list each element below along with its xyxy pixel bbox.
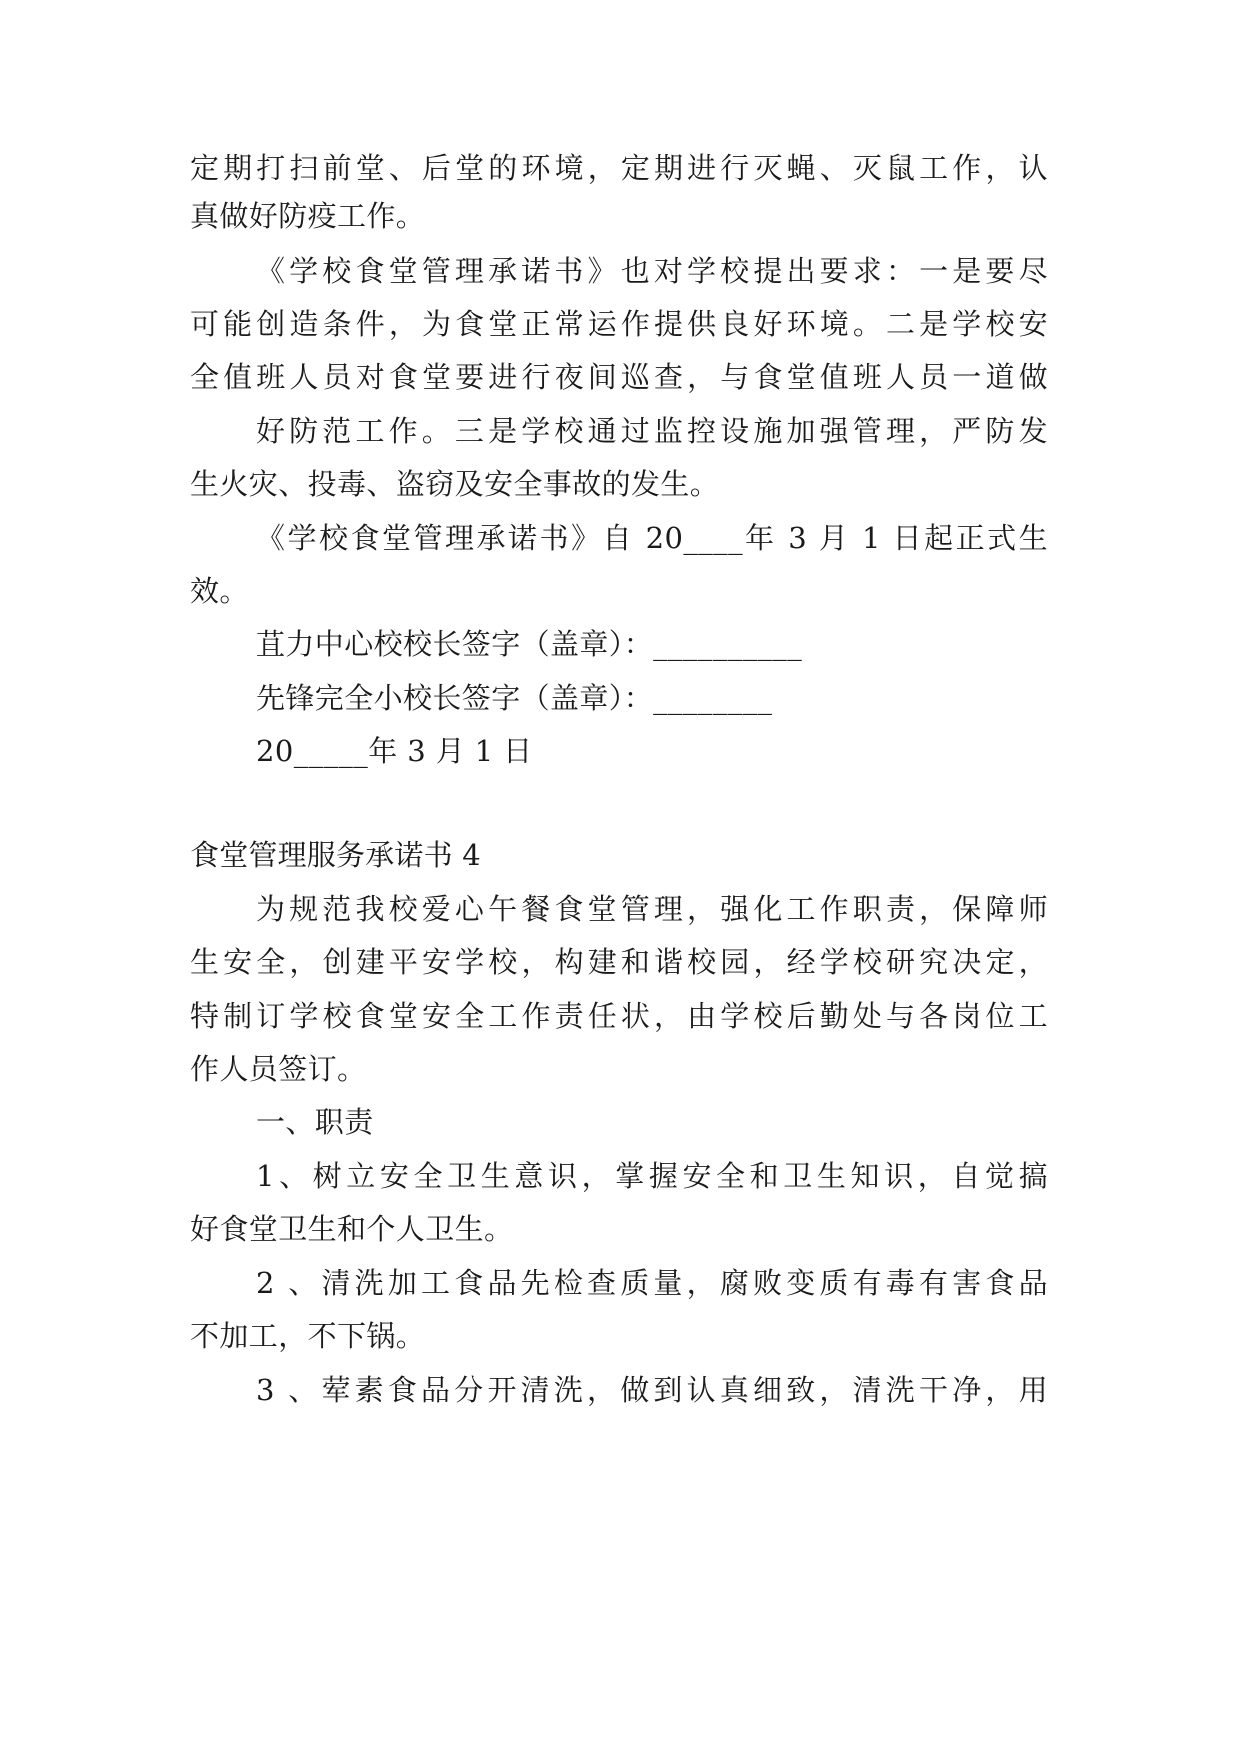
subsection-heading: 一、职责 (256, 1105, 374, 1139)
text-line: 生安全，创建平安学校，构建和谐校园，经学校研究决定， (190, 945, 1048, 979)
text-line: 好防范工作。三是学校通过监控设施加强管理，严防发 (256, 414, 1048, 448)
text-line: 不加工，不下锅。 (190, 1319, 426, 1353)
text-line: 定期打扫前堂、后堂的环境，定期进行灭蝇、灭鼠工作，认 (190, 151, 1048, 185)
text-line: 3 、荤素食品分开清洗，做到认真细致，清洗干净，用 (256, 1373, 1048, 1407)
text-line: 1、树立安全卫生意识，掌握安全和卫生知识，自觉搞 (256, 1159, 1048, 1193)
section-heading: 食堂管理服务承诺书 4 (190, 838, 481, 872)
text-line: 生火灾、投毒、盗窃及安全事故的发生。 (190, 467, 720, 501)
text-line: 特制订学校食堂安全工作责任状，由学校后勤处与各岗位工 (190, 999, 1048, 1033)
date-line: 20_____年 3 月 1 日 (256, 734, 533, 768)
signature-line-principal: 苴力中心校校长签字（盖章）：__________ (256, 627, 803, 661)
text-line: 真做好防疫工作。 (190, 199, 426, 233)
text-line: 全值班人员对食堂要进行夜间巡查，与食堂值班人员一道做 (190, 360, 1048, 394)
text-line: 《学校食堂管理承诺书》自 20____年 3 月 1 日起正式生 (256, 521, 1048, 555)
text-line: 作人员签订。 (190, 1052, 367, 1086)
text-line: 《学校食堂管理承诺书》也对学校提出要求：一是要尽 (256, 254, 1048, 288)
text-line: 效。 (190, 574, 249, 608)
text-line: 2 、清洗加工食品先检查质量，腐败变质有毒有害食品 (256, 1266, 1048, 1300)
text-line: 为规范我校爱心午餐食堂管理，强化工作职责，保障师 (256, 892, 1048, 926)
text-line: 好食堂卫生和个人卫生。 (190, 1212, 514, 1246)
text-line: 可能创造条件，为食堂正常运作提供良好环境。二是学校安 (190, 307, 1048, 341)
signature-line-school: 先锋完全小校长签字（盖章）：________ (256, 681, 773, 715)
